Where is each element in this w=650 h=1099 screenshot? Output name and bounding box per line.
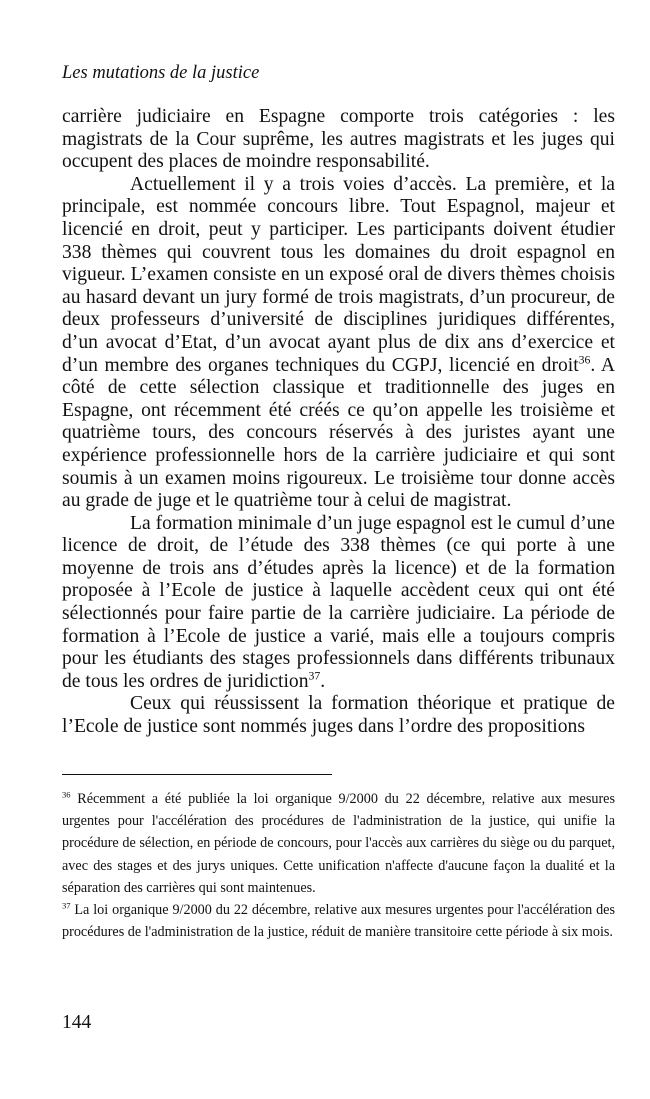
paragraph-3-text-b: . [320,670,326,692]
paragraph-2-text-a: Actuellement il y a trois voies d’accès. La première, et la principale, est nommée concours libre. Tout Espagnol, majeur et licencié en droit, peut y participer. Les participants doivent étudier 338 thèmes qui couvrent tous les domaines du droit espagnol en vigueur. L’examen consiste en un exposé oral de divers thèmes choisis au hasard devant un jury formé de trois magistrats, d’un procureur, de deux professeurs d’université de disciplines juridiques différentes, d’un avocat d’Etat, d’un avocat ayant plus de dix ans d’exercice et d’un membre des organes techniques du CGPJ, licencié en droit [62,173,615,376]
running-header: Les mutations de la justice [62,63,260,83]
footnote-37 [62,899,615,943]
paragraph-4: Ceux qui réussissent la formation théorique et pratique de l’Ecole de justice sont nommés juges dans l’ordre des propositions [62,693,615,738]
paragraph-3-text-a: La formation minimale d’un juge espagnol est le cumul d’une licence de droit, de l’étude des 338 thèmes (ce qui porte à une moyenne de trois ans d’études après la licence) et de la formation proposée à l’Ecole de justice à laquelle accèdent ceux qui ont été sélectionnés pour faire partie de la carrière judiciaire. La période de formation à l’Ecole de justice a varié, mais elle a toujours compris pour les étudiants des stages professionnels dans différents tribunaux de tous les ordres de juridiction [62,512,615,692]
footnote-number: 37 [62,900,71,911]
paragraph-1: carrière judiciaire en Espagne comporte trois catégories : les magistrats de la Cour suprême, les autres magistrats et les juges qui occupent des places de moindre responsabilité. [62,106,615,173]
main-text [62,106,615,739]
footnote-text: Récemment a été publiée la loi organique 9/2000 du 22 décembre, relative aux mesures urgentes pour l'accélération des procédures de l'administration de la justice, qui unifie la procédure de sélection, en période de concours, pour l'accès aux carrières du siège ou du parquet, avec des stages et des jurys uniques. Cette unification n'affecte d'aucune façon la dualité et la séparation des carrières qui sont maintenues. [62,791,615,896]
footnote-separator [62,774,332,775]
footnote-ref-37: 37 [308,669,321,683]
footnote-ref-36: 36 [578,353,591,366]
footnote-36 [62,788,615,899]
paragraph-2-text-b: . A côté de cette sélection classique et traditionnelle des juges en Espagne, ont récemment été créés ce qu’on appelle les troisième et quatrième tours, des concours réservés à des juristes ayant une expérience professionnelle hors de la carrière judiciaire et qui sont soumis à un examen moins rigoureux. Le troisième tour donne accès au grade de juge et le quatrième tour à celui de magistrat. [62,354,615,512]
paragraph-2 [62,174,615,513]
paragraph-3 [62,513,615,694]
footnote-text: La loi organique 9/2000 du 22 décembre, relative aux mesures urgentes pour l'accélération des procédures de l'administration de la justice, réduit de manière transitoire cette période à six mois. [62,902,616,941]
footnotes [62,788,615,943]
page-number: 144 [62,1012,92,1033]
footnote-number: 36 [62,789,71,800]
